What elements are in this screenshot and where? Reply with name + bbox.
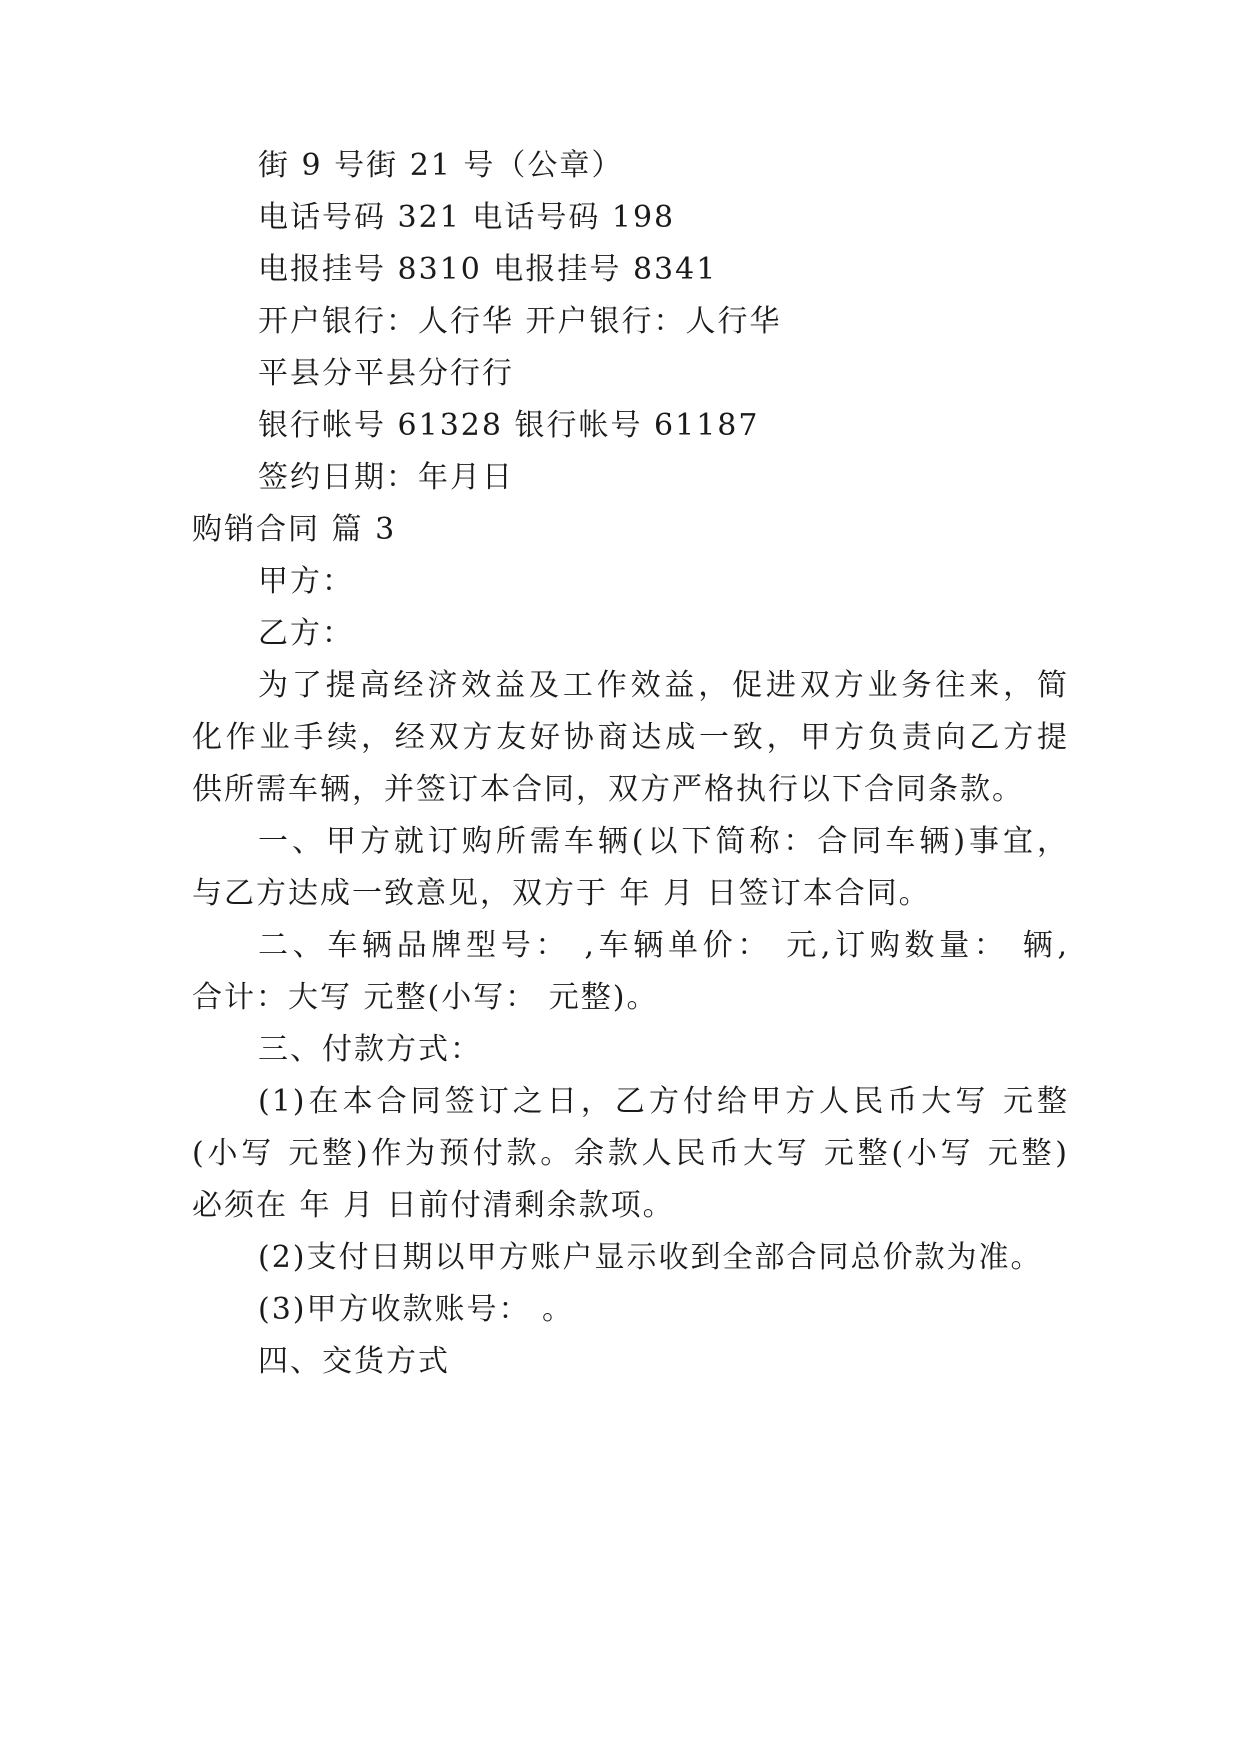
account-line: 银行帐号 61328 银行帐号 61187 xyxy=(258,408,760,443)
bank-branch-line: 平县分平县分行行 xyxy=(258,356,514,391)
payment-item-line: 必须在 年 月 日前付清剩余款项。 xyxy=(192,1188,675,1223)
payment-item-line: (3)甲方收款账号： 。 xyxy=(258,1292,575,1327)
intro-paragraph-line: 化作业手续，经双方友好协商达成一致，甲方负责向乙方提 xyxy=(192,720,1069,755)
party-b-line: 乙方： xyxy=(258,616,354,651)
payment-item-line: (2)支付日期以甲方账户显示收到全部合同总价款为准。 xyxy=(258,1240,1043,1275)
intro-paragraph-line: 供所需车辆，并签订本合同，双方严格执行以下合同条款。 xyxy=(192,772,1024,807)
clause-one-line: 与乙方达成一致意见，双方于 年 月 日签订本合同。 xyxy=(192,876,931,911)
clause-three-heading: 三、付款方式： xyxy=(258,1032,482,1067)
payment-item-line: (1)在本合同签订之日，乙方付给甲方人民币大写 元整 xyxy=(258,1084,1069,1119)
phone-line: 电话号码 321 电话号码 198 xyxy=(258,200,676,235)
clause-one-line: 一、甲方就订购所需车辆(以下简称：合同车辆)事宜， xyxy=(258,824,1069,859)
sign-date-line: 签约日期：年月日 xyxy=(258,460,514,495)
bank-line: 开户银行：人行华 开户银行：人行华 xyxy=(258,304,782,339)
section-heading: 购销合同 篇 3 xyxy=(192,512,397,547)
party-a-line: 甲方： xyxy=(258,564,354,599)
address-line: 街 9 号街 21 号（公章） xyxy=(258,148,624,183)
clause-four-heading: 四、交货方式 xyxy=(258,1344,450,1379)
telegram-line: 电报挂号 8310 电报挂号 8341 xyxy=(258,252,718,287)
clause-two-line: 二、车辆品牌型号： ,车辆单价： 元,订购数量： 辆, xyxy=(258,928,1069,963)
clause-two-line: 合计：大写 元整(小写： 元整)。 xyxy=(192,980,659,1015)
intro-paragraph-line: 为了提高经济效益及工作效益，促进双方业务往来，简 xyxy=(258,668,1069,703)
payment-item-line: (小写 元整)作为预付款。余款人民币大写 元整(小写 元整) xyxy=(192,1136,1069,1171)
